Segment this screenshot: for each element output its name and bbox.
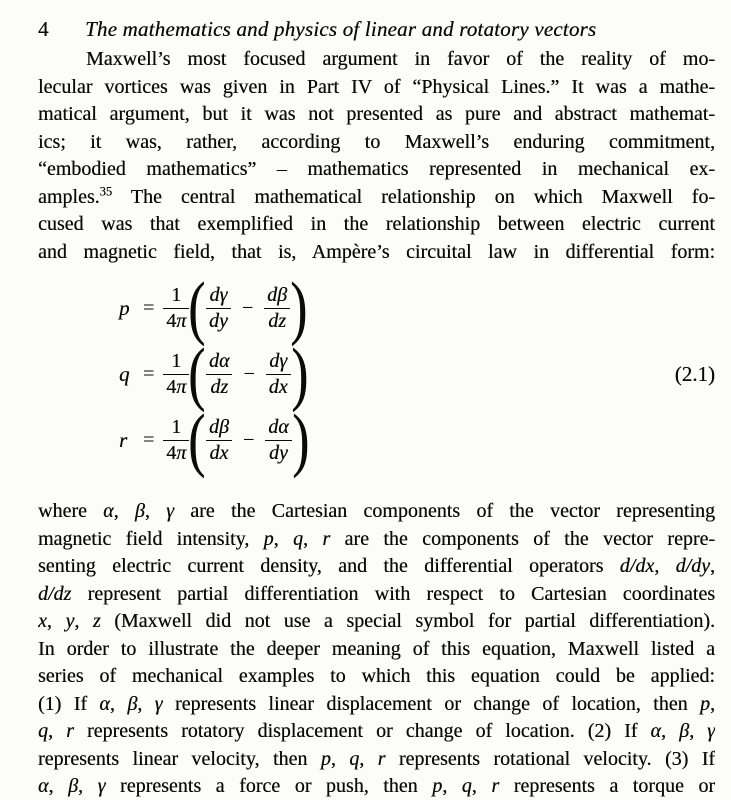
text-line: q, r represents rotatory displacement or change of location. (2) If α, β, γ xyxy=(38,720,715,742)
fraction-denominator: dy xyxy=(269,441,288,464)
equation-block xyxy=(38,269,715,479)
fraction-denominator: 4π xyxy=(166,309,187,332)
text-line: x, y, z (Maxwell did not use a special symbol for partial differentiation). xyxy=(38,610,715,632)
text-line: matical argument, but it was not presented as pure and abstract mathemat- xyxy=(38,103,715,125)
equation-row-p xyxy=(38,269,715,347)
fraction-numerator: dγ xyxy=(206,284,231,308)
fraction-denominator: 4π xyxy=(166,441,187,464)
derivative-fraction xyxy=(206,284,231,332)
body-paragraph-1 xyxy=(38,46,715,266)
coefficient-fraction xyxy=(163,284,189,332)
open-paren: ( xyxy=(188,335,206,413)
equation-row-q xyxy=(38,335,715,413)
equation-lhs: r xyxy=(119,427,128,452)
derivative-fraction xyxy=(206,416,232,464)
page-header xyxy=(38,18,715,40)
fraction-numerator: dα xyxy=(206,350,233,374)
close-paren: ) xyxy=(290,335,308,413)
text-line: α, β, γ represents a force or push, then p, q, r represents a torque or xyxy=(38,775,715,797)
text-line: Maxwell’s most focused argument in favor of the reality of mo- xyxy=(86,48,715,70)
minus-sign: − xyxy=(242,428,255,451)
text-line: senting electric current density, and the differential operators d/dx, d/dy, xyxy=(38,555,715,577)
coefficient-fraction xyxy=(163,416,189,464)
equation-row-r xyxy=(38,401,715,479)
derivative-fraction xyxy=(265,416,292,464)
text-line: d/dz represent partial differentiation with respect to Cartesian coordinates xyxy=(38,582,715,605)
text-line: magnetic field intensity, p, q, r are the components of the vector repre- xyxy=(38,527,715,550)
running-head: The mathematics and physics of linear and rotatory vectors xyxy=(85,17,597,41)
equals-sign: = xyxy=(143,362,155,385)
fraction-numerator: dγ xyxy=(266,350,291,374)
fraction-denominator: 4π xyxy=(166,375,187,398)
minus-sign: − xyxy=(243,362,255,385)
text-line: “embodied mathematics” – mathematics represented in mechanical ex- xyxy=(38,158,715,180)
open-paren: ( xyxy=(188,401,206,479)
text-line: (1) If α, β, γ represents linear displacement or change of location, then p, xyxy=(38,692,715,715)
fraction-numerator: 1 xyxy=(163,416,189,440)
fraction-denominator: dy xyxy=(208,309,228,332)
equation-lhs: q xyxy=(119,361,130,386)
body-paragraph-2 xyxy=(38,498,715,800)
fraction-numerator: dα xyxy=(265,416,292,440)
close-paren: ) xyxy=(292,401,310,479)
equals-sign: = xyxy=(143,428,155,451)
equation-number-label: (2.1) xyxy=(674,361,715,386)
fraction-denominator: dx xyxy=(209,441,229,464)
fraction-denominator: dx xyxy=(268,375,288,398)
derivative-fraction xyxy=(266,350,291,398)
fraction-numerator: 1 xyxy=(163,284,189,308)
fraction-denominator: dz xyxy=(268,309,287,332)
equals-sign: = xyxy=(143,296,155,319)
text-line: series of mechanical examples to which this equation could be applied: xyxy=(38,665,715,687)
text-line: amples.$^{35}$ The central mathematical relationship on which Maxwell fo- xyxy=(38,183,715,208)
derivative-fraction xyxy=(206,350,233,398)
text-line: and magnetic field, that is, Ampère’s circuital law in differential form: xyxy=(38,240,715,263)
fraction-numerator: dβ xyxy=(206,416,232,440)
derivative-fraction xyxy=(264,284,290,332)
minus-sign: − xyxy=(241,296,254,319)
text-line: In order to illustrate the deeper meaning of this equation, Maxwell listed a xyxy=(38,637,715,660)
text-line: where α, β, γ are the Cartesian components of the vector representing xyxy=(38,500,715,522)
fraction-denominator: dz xyxy=(210,375,229,398)
equation-lhs: p xyxy=(119,295,130,320)
text-line: lecular vortices was given in Part IV of “Physical Lines.” It was a mathe- xyxy=(38,75,715,98)
page-number: 4 xyxy=(38,17,49,41)
coefficient-fraction xyxy=(163,350,189,398)
fraction-numerator: dβ xyxy=(264,284,290,308)
fraction-numerator: 1 xyxy=(163,350,189,374)
text-line: represents linear velocity, then p, q, r represents rotational velocity. (3) If xyxy=(38,747,715,770)
text-line: cused was that exemplified in the relationship between electric current xyxy=(38,213,715,235)
close-paren: ) xyxy=(290,269,308,347)
text-line: ics; it was, rather, according to Maxwell’s enduring commitment, xyxy=(38,130,715,153)
open-paren: ( xyxy=(188,269,206,347)
